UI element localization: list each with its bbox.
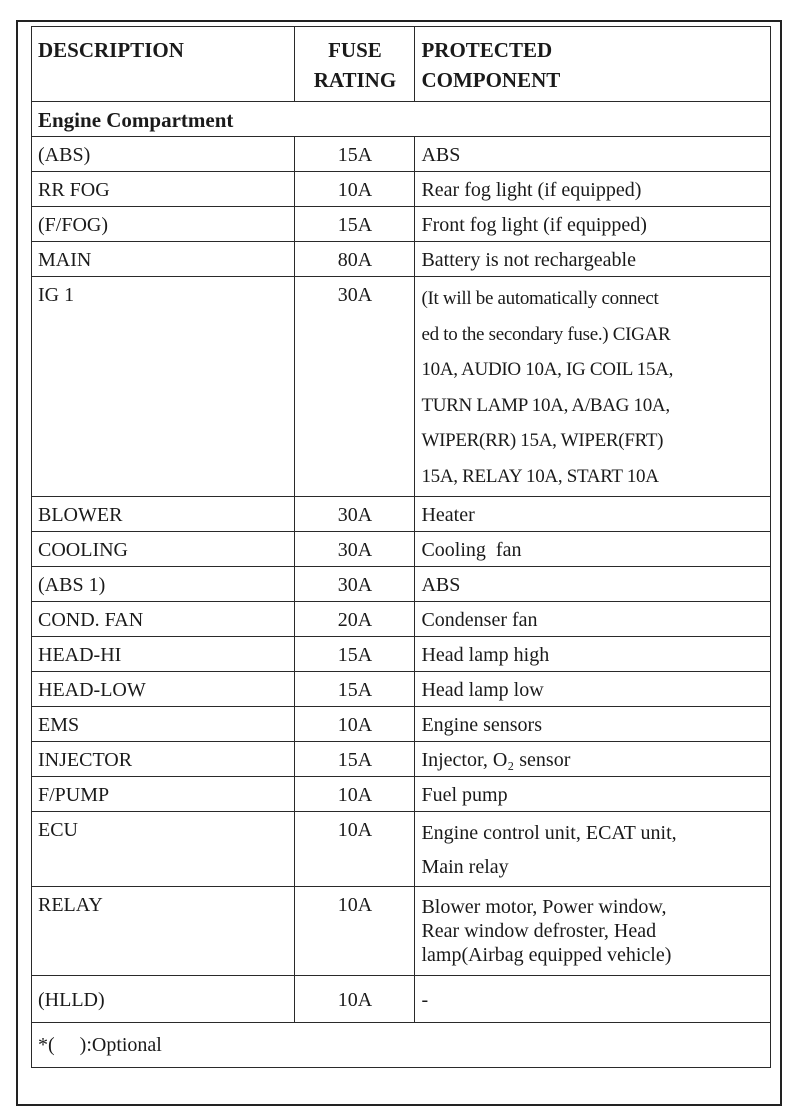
row-description: COND. FAN: [32, 602, 295, 637]
row-component: ABS: [415, 137, 771, 172]
row-component: Front fog light (if equipped): [415, 207, 771, 242]
row-rating: 10A: [295, 707, 415, 742]
row-component: [415, 887, 771, 976]
row-description: (ABS 1): [32, 567, 295, 602]
table-row: [32, 976, 771, 1023]
footnote-row: [32, 1023, 771, 1068]
row-description: INJECTOR: [32, 742, 295, 777]
table-row: [32, 172, 771, 207]
component-line: WIPER(RR) 15A, WIPER(FRT): [421, 430, 664, 451]
row-rating: 80A: [295, 242, 415, 277]
row-description: RELAY: [32, 887, 295, 976]
row-component: Condenser fan: [415, 602, 771, 637]
row-rating: 15A: [295, 672, 415, 707]
row-description: HEAD-LOW: [32, 672, 295, 707]
row-rating: 30A: [295, 567, 415, 602]
row-description: BLOWER: [32, 497, 295, 532]
component-line: 15A, RELAY 10A, START 10A: [421, 465, 659, 487]
row-component: [415, 812, 771, 887]
row-rating: 30A: [295, 277, 415, 497]
row-rating: 15A: [295, 637, 415, 672]
footnote: *( ):Optional: [32, 1023, 771, 1068]
row-component: Engine sensors: [415, 707, 771, 742]
row-rating: 10A: [295, 887, 415, 976]
row-description: (ABS): [32, 137, 295, 172]
row-rating: 30A: [295, 532, 415, 567]
table-row: [32, 777, 771, 812]
row-description: ECU: [32, 812, 295, 887]
table-row: [32, 567, 771, 602]
row-component: Head lamp low: [415, 672, 771, 707]
row-component: ABS: [415, 567, 771, 602]
header-protected-component: PROTECTED COMPONENT: [415, 27, 771, 102]
row-rating: 10A: [295, 777, 415, 812]
component-line: ed to the secondary fuse.) CIGAR: [421, 323, 671, 345]
component-line: Main relay: [421, 856, 509, 878]
table-row: [32, 277, 771, 497]
header-description: DESCRIPTION: [32, 27, 295, 102]
table-row: [32, 207, 771, 242]
row-component: Battery is not rechargeable: [415, 242, 771, 277]
component-line: lamp(Airbag equipped vehicle): [421, 944, 672, 966]
table-row: [32, 887, 771, 976]
row-description: (HLLD): [32, 976, 295, 1023]
row-component: Fuel pump: [415, 777, 771, 812]
table-frame: [16, 20, 782, 1106]
row-component: [415, 277, 771, 497]
row-component: Rear fog light (if equipped): [415, 172, 771, 207]
row-rating: 10A: [295, 812, 415, 887]
component-line: TURN LAMP 10A, A/BAG 10A,: [421, 394, 670, 416]
table-row: [32, 137, 771, 172]
fuse-table: [31, 26, 771, 1068]
component-line: Engine control unit, ECAT unit,: [421, 822, 677, 844]
header-fuse-rating: FUSE RATING: [295, 27, 415, 102]
row-component: Cooling fan: [415, 532, 771, 567]
table-row: [32, 707, 771, 742]
row-description: (F/FOG): [32, 207, 295, 242]
row-rating: 20A: [295, 602, 415, 637]
row-description: MAIN: [32, 242, 295, 277]
row-component: Head lamp high: [415, 637, 771, 672]
component-line: Rear window defroster, Head: [421, 920, 657, 942]
row-description: IG 1: [32, 277, 295, 497]
row-component: Heater: [415, 497, 771, 532]
table-row: [32, 742, 771, 777]
table-row: [32, 812, 771, 887]
section-title: Engine Compartment: [32, 102, 771, 137]
component-line: 10A, AUDIO 10A, IG COIL 15A,: [421, 359, 674, 380]
table-row: [32, 242, 771, 277]
row-rating: 30A: [295, 497, 415, 532]
row-description: RR FOG: [32, 172, 295, 207]
row-description: COOLING: [32, 532, 295, 567]
table-row: [32, 532, 771, 567]
row-description: EMS: [32, 707, 295, 742]
table-row: [32, 602, 771, 637]
section-row: [32, 102, 771, 137]
table-row: [32, 497, 771, 532]
row-rating: 15A: [295, 207, 415, 242]
row-component: Injector, O₂ sensor: [415, 742, 771, 777]
row-rating: 15A: [295, 742, 415, 777]
component-line: Blower motor, Power window,: [421, 896, 667, 918]
row-rating: 15A: [295, 137, 415, 172]
row-component: -: [415, 976, 771, 1023]
header-row: [32, 27, 771, 102]
row-rating: 10A: [295, 976, 415, 1023]
row-description: HEAD-HI: [32, 637, 295, 672]
row-description: F/PUMP: [32, 777, 295, 812]
table-row: [32, 637, 771, 672]
table-row: [32, 672, 771, 707]
row-rating: 10A: [295, 172, 415, 207]
component-line: (It will be automatically connect: [421, 288, 659, 309]
